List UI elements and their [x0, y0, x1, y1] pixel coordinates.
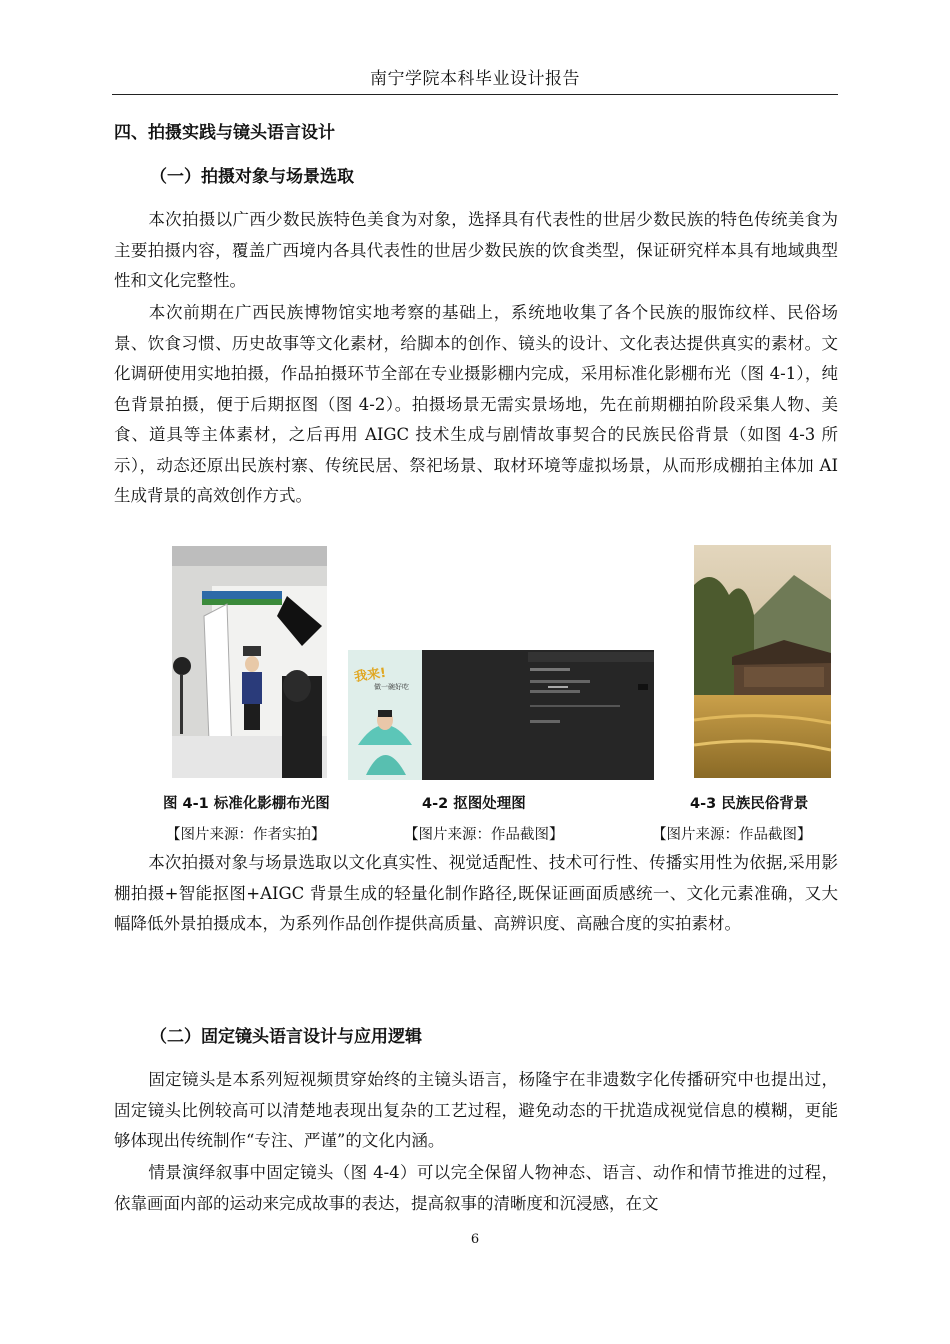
paragraph-5: 情景演绎叙事中固定镜头（图 4-4）可以完全保留人物神态、语言、动作和情节推进的过程，依靠画面内部的运动来完成故事的表达，提高叙事的清晰度和沉浸感，在文 [114, 1163, 838, 1213]
page-number: 6 [470, 1232, 480, 1247]
figure-village-background [694, 545, 831, 778]
studio-photo-image [172, 546, 327, 778]
figure-3-source: 【图片来源：作品截图】 [652, 827, 812, 843]
cutout-screenshot-image [348, 650, 654, 780]
paragraph-1: 本次拍摄以广西少数民族特色美食为对象，选择具有代表性的世居少数民族的特色传统美食为主要拍摄内容，覆盖广西境内各具代表性的世居少数民族的饮食类型，保证研究样本具有地域典型性和文化完整性。 [114, 210, 838, 290]
section-heading: 四、拍摄实践与镜头语言设计 [114, 123, 335, 143]
subsection-heading-2: （二）固定镜头语言设计与应用逻辑 [150, 1027, 422, 1047]
paragraph-3: 本次拍摄对象与场景选取以文化真实性、视觉适配性、技术可行性、传播实用性为依据,采用影棚拍摄+智能抠图+AIGC 背景生成的轻量化制作路径,既保证画面质感统一、文化元素准确，又大幅降低外景拍摄成本，为系列作品创作提供高质量、高辨识度、高融合度的实拍素材。 [114, 853, 838, 933]
paragraph-2: 本次前期在广西民族博物馆实地考察的基础上，系统地收集了各个民族的服饰纹样、民俗场景、饮食习惯、历史故事等文化素材，给脚本的创作、镜头的设计、文化表达提供真实的素材。文化调研使用实地拍摄，作品拍摄环节全部在专业摄影棚内完成，采用标准化影棚布光（图 4-1），纯色背景拍摄，便于后期抠图（图 4-2）。拍摄场景无需实景场地，先在前期棚拍阶段采集人物、美食、道具等主体素材，之后再用 AIGC 技术生成与剧情故事契合的民族民俗背景（如图 4-3 所示），动态还原出民族村寨、传统民居、祭祀场景、取材环境等虚拟场景，从而形成棚拍主体加 AI 生成背景的高效创作方式。 [114, 303, 838, 505]
figure-cutout-screenshot [348, 650, 654, 780]
page-header: 南宁学院本科毕业设计报告 [370, 69, 580, 89]
figure-studio-photo [172, 546, 327, 778]
figure-1-caption: 图 4-1 标准化影棚布光图 [163, 796, 330, 812]
cutout-overlay-subtitle: 做一碗好吃 [374, 683, 409, 691]
village-background-image [694, 545, 831, 778]
figure-1-source: 【图片来源：作者实拍】 [166, 827, 326, 843]
figure-2-caption: 4-2 抠图处理图 [422, 796, 526, 812]
paragraph-4: 固定镜头是本系列短视频贯穿始终的主镜头语言，杨隆宇在非遗数字化传播研究中也提出过，固定镜头比例较高可以清楚地表现出复杂的工艺过程，避免动态的干扰造成视觉信息的模糊，更能够体现出传统制作“专注、严谨”的文化内涵。 [114, 1070, 838, 1150]
figure-2-source: 【图片来源：作品截图】 [404, 827, 564, 843]
cutout-overlay-title: 我来! [353, 665, 388, 686]
figure-3-caption: 4-3 民族民俗背景 [690, 796, 809, 812]
subsection-heading-1: （一）拍摄对象与场景选取 [150, 167, 354, 187]
header-divider [112, 94, 838, 95]
